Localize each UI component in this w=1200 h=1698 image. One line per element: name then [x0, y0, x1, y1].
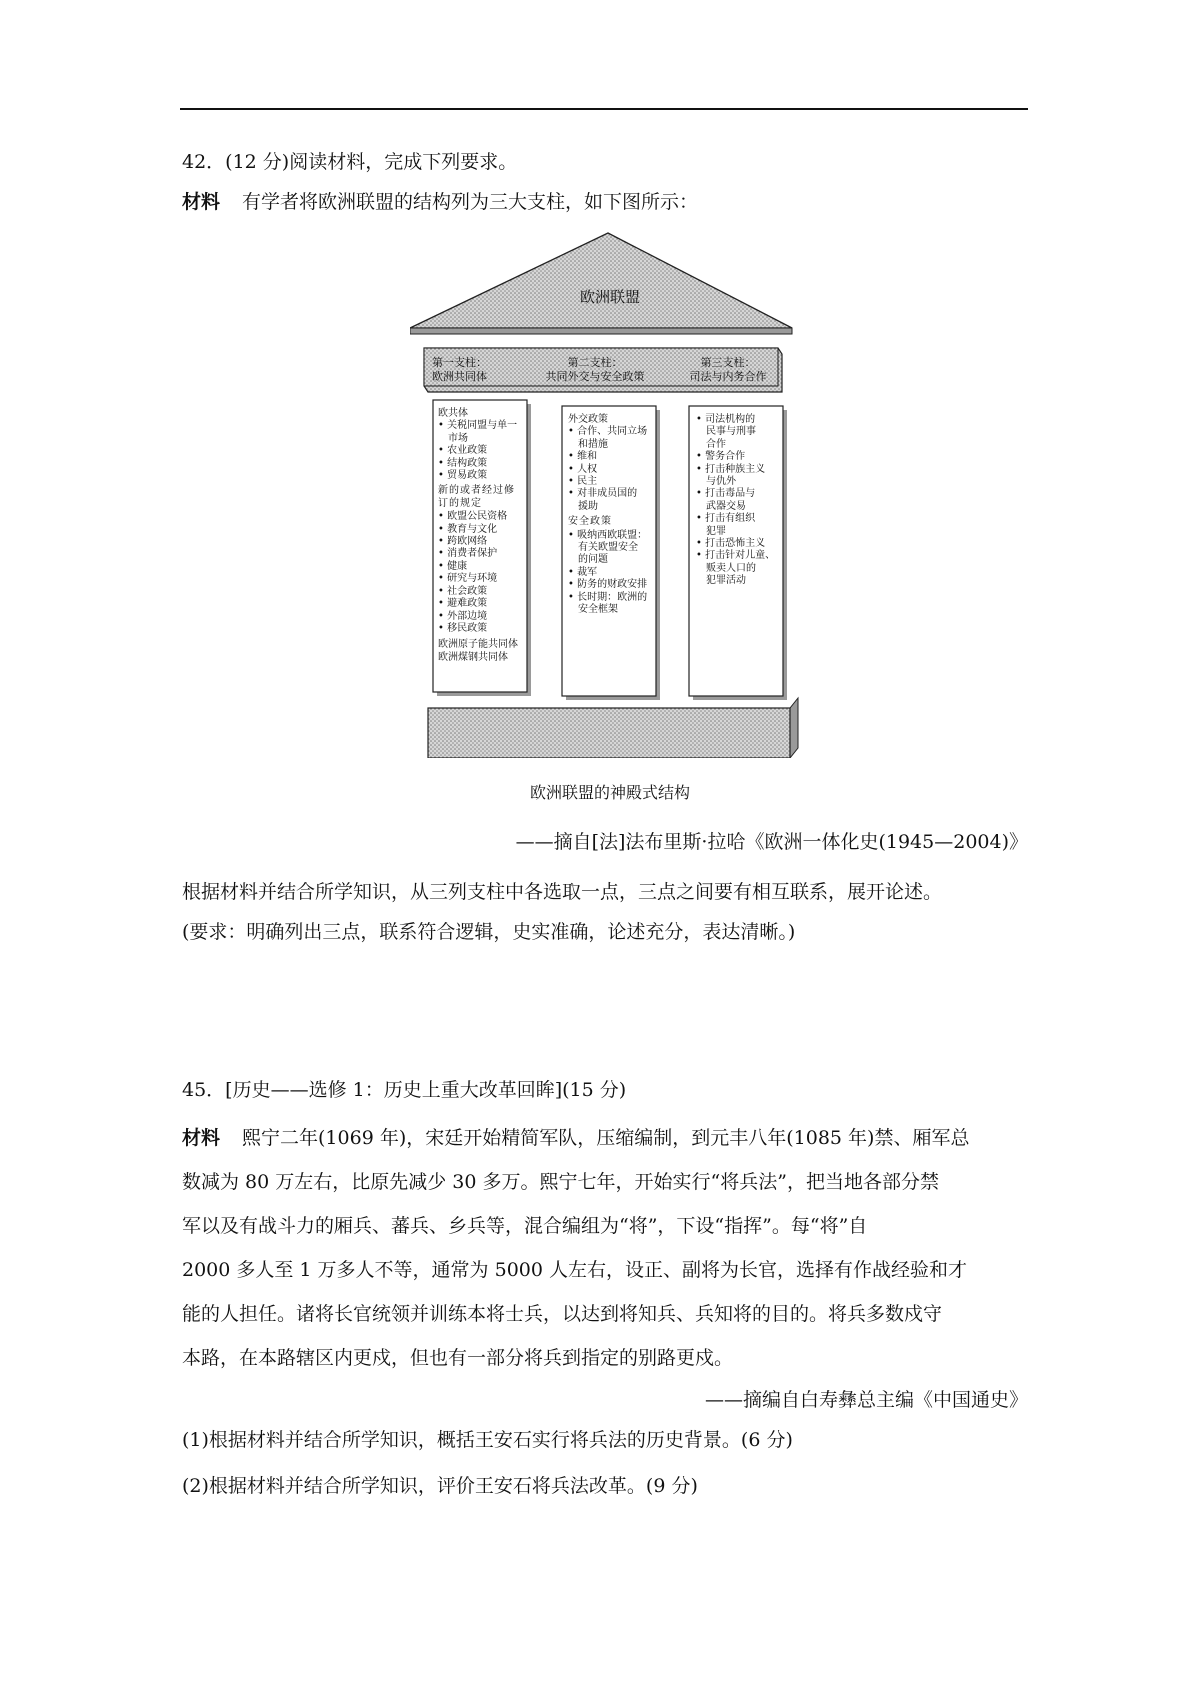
q45-material-line: 数减为 80 万左右，比原先减少 30 多万。熙宁七年，开始实行“将兵法”，把当地各部分禁 [182, 1171, 939, 1193]
list-item: • 防务的财政安排 [568, 579, 648, 591]
list-item: 和措施 [578, 438, 608, 450]
q42-question: 根据材料并结合所学知识，从三列支柱中各选取一点，三点之间要有相互联系，展开论述。 [182, 881, 943, 903]
pillar3-title: 第三支柱： 司法与内务合作 [689, 356, 767, 383]
q45-material-label: 材料 [182, 1127, 221, 1149]
list-item: • 结构政策 [438, 457, 488, 469]
list-item: • 避难政策 [438, 598, 488, 610]
roof-title: 欧洲联盟 [579, 288, 640, 306]
base-shape [428, 708, 790, 758]
list-item: 武器交易 [706, 500, 746, 512]
q42-source: ——摘自[法]法布里斯·拉哈《欧洲一体化史(1945—2004)》 [515, 831, 1028, 853]
eu-temple-diagram [410, 228, 810, 802]
list-item: 合作 [706, 438, 726, 450]
list-item: 的问题 [578, 554, 608, 566]
roof-shape [410, 233, 792, 328]
list-item: 安全框架 [578, 604, 618, 616]
list-item: • 打击毒品与 [696, 488, 756, 500]
q42-requirement: (要求：明确列出三点，联系符合逻辑，史实准确，论述充分，表达清晰。) [182, 921, 796, 943]
list-item: • 维和 [568, 451, 598, 463]
list-item: • 打击种族主义 [696, 463, 766, 475]
col2-head: 外交政策 [568, 414, 608, 425]
pillar1-content [438, 408, 526, 664]
list-item: • 欧盟公民资格 [438, 511, 508, 523]
q42-material [182, 190, 698, 214]
pillar3-content [696, 414, 782, 588]
q45-material-line: 材料 熙宁二年(1069 年)，宋廷开始精简军队，压缩编制，到元丰八年(1085 年)禁、厢军总 [182, 1127, 970, 1149]
list-item: • 社会政策 [438, 585, 488, 597]
pillar2-title: 第二支柱： 共同外交与安全政策 [545, 356, 645, 383]
list-item: • 关税同盟与单一 [438, 420, 518, 432]
list-item: • 教育与文化 [438, 523, 498, 535]
col1-foot2: 欧洲煤钢共同体 [438, 651, 508, 663]
q45-material-line: 能的人担任。诸将长官统领并训练本将士兵，以达到将知兵、兵知将的目的。将兵多数戍守 [182, 1303, 943, 1325]
col2-section2: 安全政策 [568, 516, 612, 528]
col1-foot1: 欧洲原子能共同体 [438, 639, 518, 651]
list-item: • 人权 [568, 463, 598, 475]
q42-material-label: 材料 [182, 191, 221, 213]
list-item: • 农业政策 [438, 445, 488, 457]
q45-subquestion-2: (2)根据材料并结合所学知识，评价王安石将兵法改革。(9 分) [182, 1475, 698, 1497]
list-item: • 跨欧网络 [438, 536, 488, 548]
q45-material-line: 2000 多人至 1 万多人不等，通常为 5000 人左右，设正、副将为长官，选择有作战经验和才 [182, 1259, 967, 1281]
list-item: • 外部边境 [438, 610, 488, 622]
list-item: 市场 [448, 432, 468, 444]
list-item: • 民主 [568, 476, 598, 488]
q45-source: ——摘编自白寿彝总主编《中国通史》 [704, 1389, 1028, 1411]
list-item: • 裁军 [568, 566, 598, 578]
list-item: • 警务合作 [696, 451, 746, 463]
q45-header: 45．[历史——选修 1：历史上重大改革回眸](15 分) [182, 1079, 627, 1101]
list-item: • 司法机构的 [696, 414, 756, 425]
list-item: 犯罪活动 [706, 575, 746, 587]
list-item: • 打击有组织 [696, 513, 756, 525]
header-rule [180, 108, 1028, 110]
list-item: 犯罪 [706, 525, 726, 537]
pillar1-title: 第一支柱： 欧洲共同体 [432, 356, 487, 383]
list-item: • 打击针对儿童、 [696, 550, 776, 562]
list-item: 援助 [578, 500, 598, 512]
diagram-caption: 欧洲联盟的神殿式结构 [529, 783, 690, 802]
list-item: • 贸易政策 [438, 470, 488, 482]
list-item: • 长时期：欧洲的 [568, 591, 648, 603]
list-item: • 消费者保护 [438, 548, 498, 560]
col1-head: 欧共体 [438, 408, 468, 419]
list-item: • 健康 [438, 560, 468, 572]
list-item: 有关欧盟安全 [578, 542, 638, 554]
q42-header: 42．(12 分)阅读材料，完成下列要求。 [182, 151, 518, 173]
list-item: 民事与刑事 [706, 426, 756, 438]
list-item: • 对非成员国的 [568, 488, 638, 500]
list-item: • 合作、共同立场 [568, 426, 648, 438]
list-item: • 打击恐怖主义 [696, 538, 766, 550]
list-item: 贩卖人口的 [706, 562, 756, 574]
col1-section2: 新的或者经过修订的规定 [438, 485, 515, 509]
q45-subquestion-1: (1)根据材料并结合所学知识，概括王安石实行将兵法的历史背景。(6 分) [182, 1429, 793, 1451]
list-item: • 研究与环境 [438, 573, 498, 585]
q45-material-line: 本路，在本路辖区内更戍，但也有一部分将兵到指定的别路更戍。 [182, 1347, 734, 1369]
q42-material-text: 有学者将欧洲联盟的结构列为三大支柱，如下图所示： [242, 191, 699, 213]
list-item: 与仇外 [706, 476, 736, 488]
list-item: • 吸纳西欧联盟： [568, 529, 648, 541]
pillar2-content [568, 414, 656, 617]
list-item: • 移民政策 [438, 622, 488, 634]
q45-material-line: 军以及有战斗力的厢兵、蕃兵、乡兵等，混合编组为“将”，下设“指挥”。每“将”自 [182, 1215, 868, 1237]
